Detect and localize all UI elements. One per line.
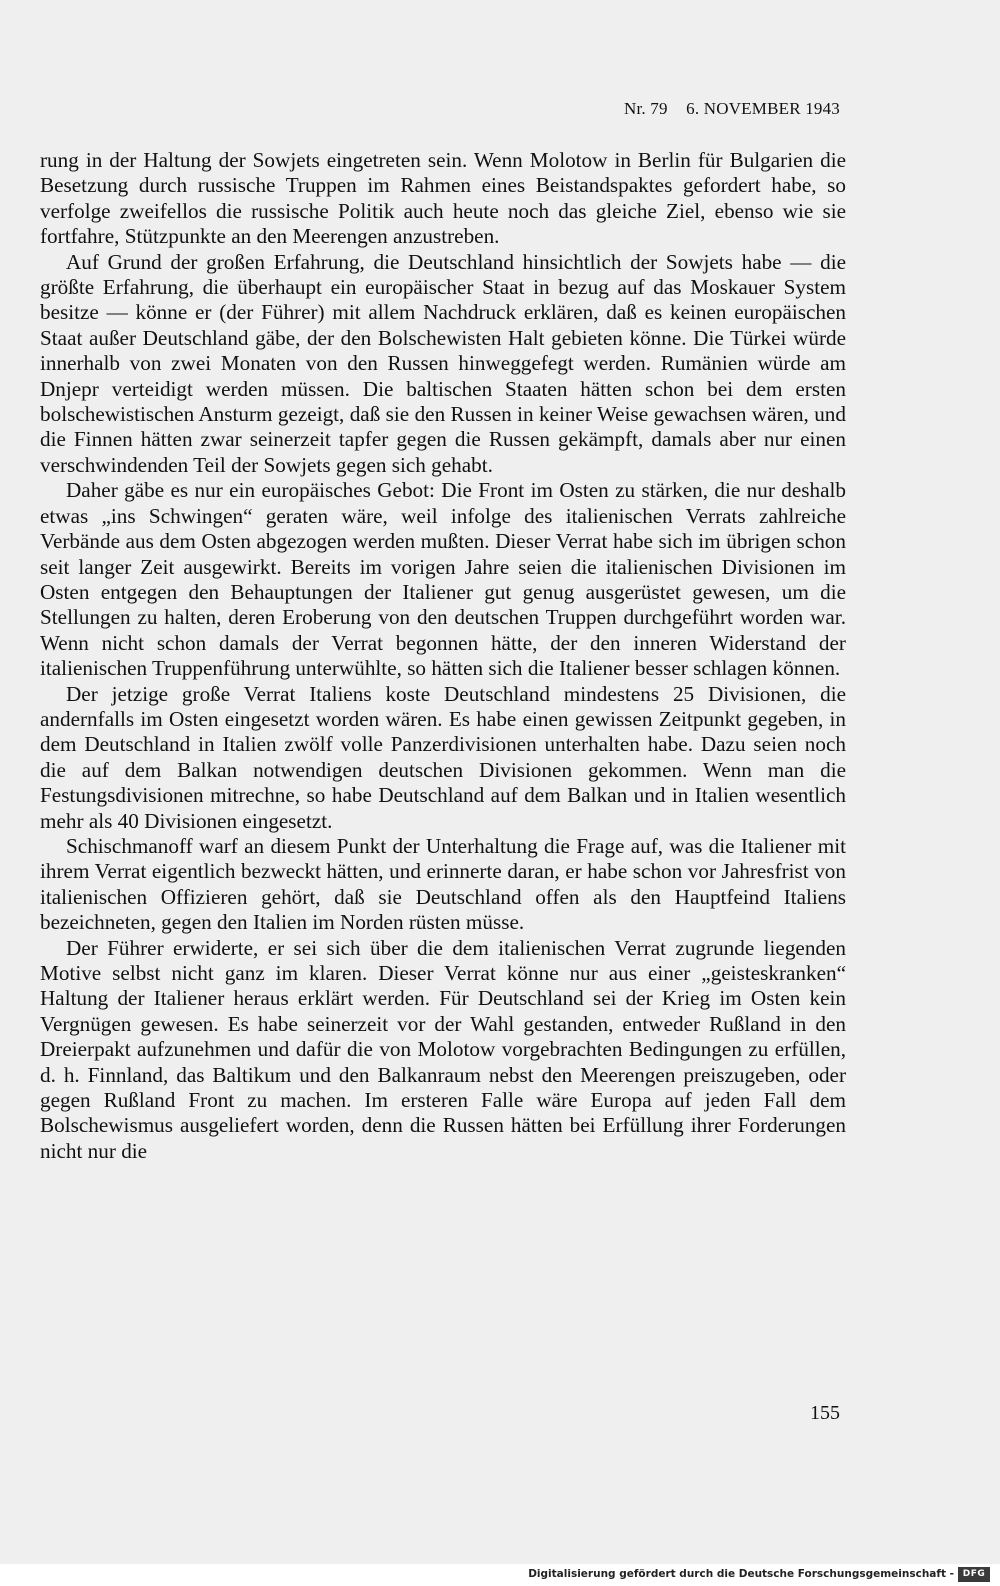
footer-bar [0, 1564, 1000, 1586]
footer-credit: Digitalisierung gefördert durch die Deutsche Forschungsgemeinschaft - [528, 1568, 954, 1580]
paragraph: rung in der Haltung der Sowjets eingetreten sein. Wenn Molotow in Berlin für Bulgarien die Besetzung durch russische Truppen im Rahmen eines Beistandspaktes gefordert habe, so verfolge zweifellos die russische Politik auch heute noch das gleiche Ziel, ebenso wie sie fortfahre, Stützpunkte an den Meerengen anzustreben. [40, 148, 846, 249]
page-number: 155 [810, 1402, 840, 1424]
paragraph: Schischmanoff warf an diesem Punkt der Unterhaltung die Frage auf, was die Italiener mit ihrem Verrat eigentlich bezweckt hätten, und erinnerte daran, er habe schon vor Jahresfrist von italienischen Offizieren gehört, daß sie Deutschland offen als den Hauptfeind Italiens bezeichneten, gegen den Italien im Norden rüsten müsse. [40, 833, 846, 935]
paragraph: Daher gäbe es nur ein europäisches Gebot: Die Front im Osten zu stärken, die nur deshalb etwas „ins Schwingen“ geraten wäre, weil infolge des italienischen Verrats zahlreiche Verbände aus dem Osten abgezogen werden mußten. Dieser Verrat habe sich im übrigen schon seit langer Zeit ausgewirkt. Bereits im vorigen Jahre seien die italienischen Divisionen im Osten entgegen den Behauptungen der Italiener gut genug ausgerüstet gewesen, um die Stellungen zu halten, deren Eroberung von den deutschen Truppen durchgeführt worden war. Wenn nicht schon damals der Verrat begonnen hätte, der den inneren Widerstand der italienischen Truppenführung unterwühlte, so hätten sich die Italiener besser schlagen können. [40, 478, 846, 681]
document-date: 6. NOVEMBER 1943 [686, 99, 840, 118]
paragraph: Der jetzige große Verrat Italiens koste Deutschland mindestens 25 Divisionen, die andernfalls im Osten eingesetzt worden wären. Es habe einen gewissen Zeitpunkt gegeben, in dem Deutschland in Italien zwölf volle Panzerdivisionen unterhalten habe. Dazu seien noch die auf dem Balkan notwendigen deutschen Divisionen gekommen. Wenn man die Festungsdivisionen mitrechne, so habe Deutschland auf dem Balkan und in Italien wesentlich mehr als 40 Divisionen eingesetzt. [40, 681, 846, 833]
dfg-logo-icon: DFG [958, 1567, 990, 1582]
page-header [624, 99, 840, 119]
paragraph: Auf Grund der großen Erfahrung, die Deutschland hinsichtlich der Sowjets habe — die größte Erfahrung, die überhaupt ein europäischer Staat in bezug auf das Moskauer System besitze — könne er (der Führer) mit allem Nachdruck erklären, daß es keinen europäischen Staat außer Deutschland gäbe, der den Bolschewisten Halt gebieten könne. Die Türkei würde innerhalb von zwei Monaten von den Russen hinweggefegt werden. Rumänien würde am Dnjepr verteidigt werden müssen. Die baltischen Staaten hätten schon bei dem ersten bolschewistischen Ansturm gezeigt, daß sie den Russen in keiner Weise gewachsen wären, und die Finnen hätten zwar seinerzeit tapfer gegen die Russen gekämpft, damals aber nur einen verschwindenden Teil der Sowjets gegen sich gehabt. [40, 249, 846, 477]
document-number: Nr. 79 [624, 99, 668, 118]
paragraph: Der Führer erwiderte, er sei sich über die dem italienischen Verrat zugrunde liegenden Motive selbst nicht ganz im klaren. Dieser Verrat könne nur aus einer „geisteskranken“ Haltung der Italiener heraus erklärt werden. Für Deutschland sei der Krieg im Osten kein Vergnügen gewesen. Es habe seinerzeit vor der Wahl gestanden, entweder Rußland in den Dreierpakt aufzunehmen und dafür die von Molotow vorgebrachten Bedingungen zu erfüllen, d. h. Finnland, das Baltikum und den Balkanraum nebst den Meerengen preiszugeben, oder gegen Rußland Front zu machen. Im ersteren Falle wäre Europa auf jeden Fall dem Bolschewismus ausgeliefert worden, denn die Russen hätten bei Erfüllung ihrer Forderungen nicht nur die [40, 935, 846, 1163]
body-text [40, 148, 846, 1164]
